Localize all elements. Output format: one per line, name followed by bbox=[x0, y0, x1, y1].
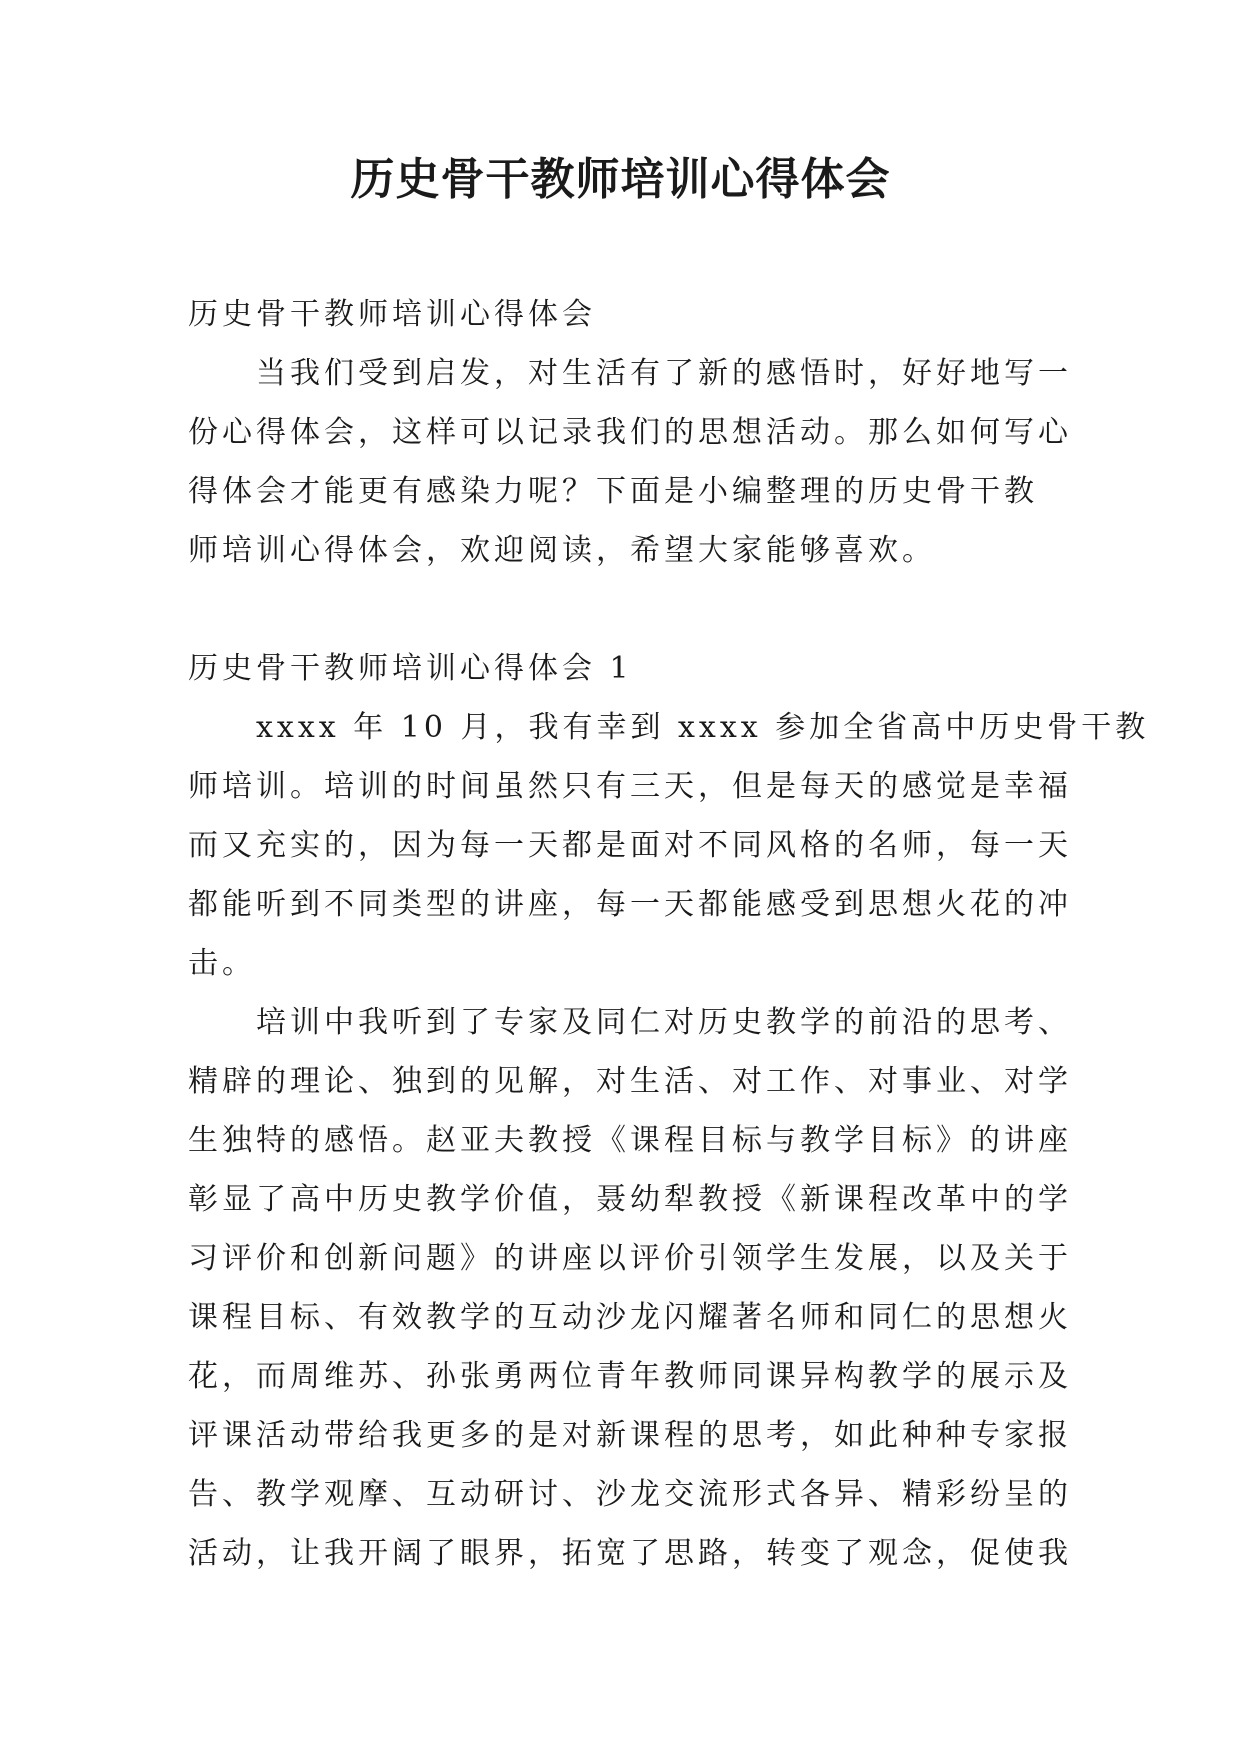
intro-line: 份心得体会，这样可以记录我们的思想活动。那么如何写心 bbox=[188, 415, 1072, 450]
paragraph-line: xxxx 年 10 月，我有幸到 xxxx 参加全省高中历史骨干教 bbox=[256, 710, 1150, 745]
intro-line: 得体会才能更有感染力呢？下面是小编整理的历史骨干教 bbox=[188, 474, 1038, 509]
paragraph-1 bbox=[188, 698, 1150, 993]
paragraph-line: 彰显了高中历史教学价值，聂幼犁教授《新课程改革中的学 bbox=[188, 1182, 1072, 1217]
paragraph-line: 而又充实的，因为每一天都是面对不同风格的名师，每一天 bbox=[188, 828, 1072, 863]
paragraph-line: 花，而周维苏、孙张勇两位青年教师同课异构教学的展示及 bbox=[188, 1359, 1072, 1394]
paragraph-line: 评课活动带给我更多的是对新课程的思考，如此种种专家报 bbox=[188, 1418, 1072, 1453]
paragraph-line: 都能听到不同类型的讲座，每一天都能感受到思想火花的冲 bbox=[188, 887, 1072, 922]
paragraph-line: 告、教学观摩、互动研讨、沙龙交流形式各异、精彩纷呈的 bbox=[188, 1477, 1072, 1512]
paragraph-line: 师培训。培训的时间虽然只有三天，但是每天的感觉是幸福 bbox=[188, 769, 1072, 804]
section-heading: 历史骨干教师培训心得体会 1 bbox=[188, 651, 633, 686]
paragraph-gap bbox=[188, 580, 1058, 639]
paragraph-line: 生独特的感悟。赵亚夫教授《课程目标与教学目标》的讲座 bbox=[188, 1123, 1072, 1158]
paragraph-line: 击。 bbox=[188, 946, 256, 981]
paragraph-line: 活动，让我开阔了眼界，拓宽了思路，转变了观念，促使我 bbox=[188, 1536, 1072, 1571]
intro-line: 当我们受到启发，对生活有了新的感悟时，好好地写一 bbox=[256, 356, 1072, 391]
paragraph-line: 课程目标、有效教学的互动沙龙闪耀著名师和同仁的思想火 bbox=[188, 1300, 1072, 1335]
document-title: 历史骨干教师培训心得体会 bbox=[350, 154, 891, 205]
intro-line: 师培训心得体会，欢迎阅读，希望大家能够喜欢。 bbox=[188, 533, 936, 568]
paragraph-line: 精辟的理论、独到的见解，对生活、对工作、对事业、对学 bbox=[188, 1064, 1072, 1099]
paragraph-line: 习评价和创新问题》的讲座以评价引领学生发展，以及关于 bbox=[188, 1241, 1072, 1276]
intro-paragraph bbox=[188, 344, 1072, 580]
paragraph-2 bbox=[188, 993, 1072, 1583]
document-body bbox=[188, 285, 1150, 1583]
paragraph-line: 培训中我听到了专家及同仁对历史教学的前沿的思考、 bbox=[256, 1005, 1072, 1040]
document-subtitle: 历史骨干教师培训心得体会 bbox=[188, 297, 596, 332]
